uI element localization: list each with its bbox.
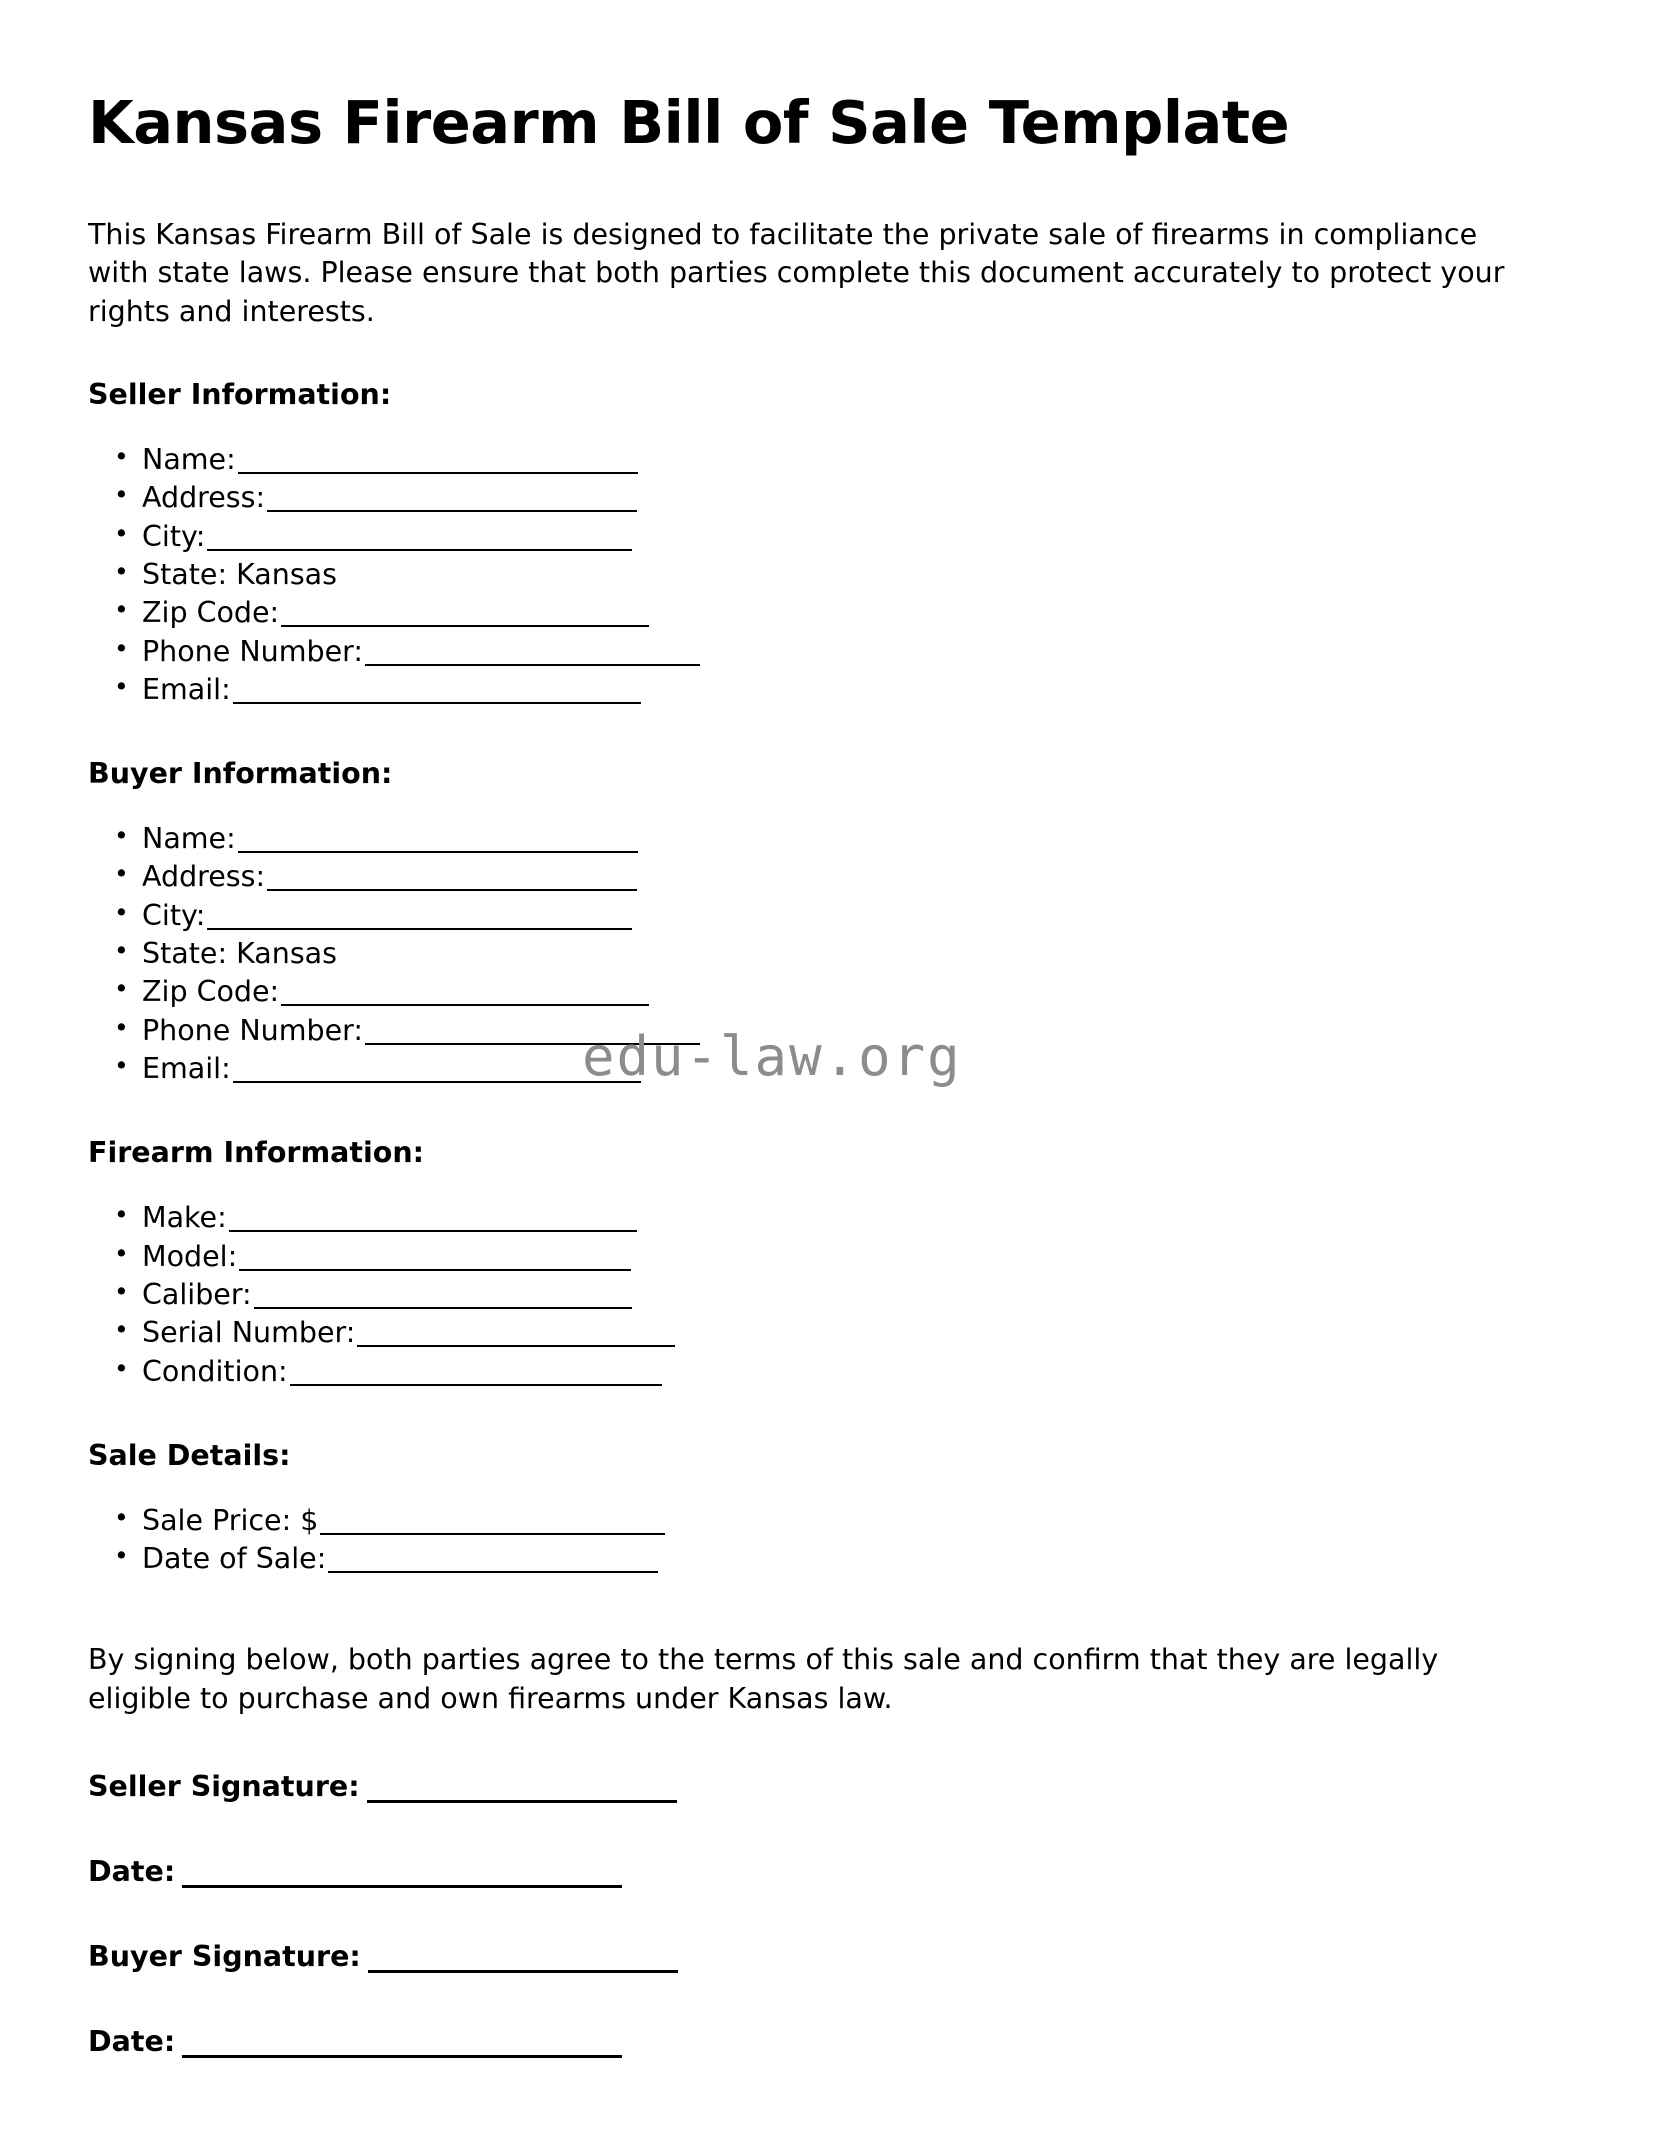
field-label: Condition:	[142, 1354, 288, 1388]
field-label: Address:	[142, 860, 266, 894]
list-item	[142, 1276, 1544, 1314]
field-label: Model:	[142, 1239, 238, 1273]
signature-label: Buyer Signature:	[88, 1940, 361, 1974]
field-value: Kansas	[227, 557, 337, 591]
closing-paragraph: By signing below, both parties agree to the terms of this sale and confirm that they are legally eligible to purchase and own firearms under Kansas law.	[88, 1642, 1439, 1715]
list-item	[142, 479, 1544, 517]
field-label: Address:	[142, 481, 266, 515]
seller-information-heading: Seller Information:	[88, 377, 392, 411]
signature-block	[88, 1770, 1544, 2058]
field-blank-line[interactable]	[357, 1345, 675, 1347]
list-item	[142, 518, 1544, 556]
field-blank-line[interactable]	[281, 625, 649, 627]
field-blank-line[interactable]	[207, 928, 632, 930]
list-item	[142, 1502, 1544, 1540]
signature-blank-line[interactable]	[182, 2055, 622, 2058]
buyer-information-section	[88, 757, 1544, 1088]
field-blank-line[interactable]	[207, 549, 632, 551]
field-blank-line[interactable]	[365, 1043, 700, 1045]
field-label: Make:	[142, 1201, 227, 1235]
page-title: Kansas Firearm Bill of Sale Template	[88, 88, 1290, 157]
field-blank-line[interactable]	[328, 1571, 658, 1573]
field-label: Email:	[142, 672, 231, 706]
signature-blank-line[interactable]	[367, 1800, 677, 1803]
watermark-text: edu-law.org	[582, 1025, 962, 1088]
field-blank-line[interactable]	[365, 664, 700, 666]
field-blank-line[interactable]	[267, 889, 637, 891]
sale-details-heading: Sale Details:	[88, 1439, 291, 1473]
signature-row	[88, 1940, 1544, 1973]
field-blank-line[interactable]	[238, 851, 638, 853]
list-item	[142, 973, 1544, 1011]
signature-label: Date:	[88, 2025, 176, 2059]
signature-row	[88, 1855, 1544, 1888]
field-blank-line[interactable]	[233, 1081, 641, 1083]
sale-details-section	[88, 1439, 1544, 1579]
list-item	[142, 1353, 1544, 1391]
signature-label: Date:	[88, 1855, 176, 1889]
sale-details-field-list	[88, 1502, 1544, 1579]
field-value: Kansas	[227, 937, 337, 971]
signature-blank-line[interactable]	[368, 1970, 678, 1973]
field-blank-line[interactable]	[254, 1307, 632, 1309]
list-item	[142, 1540, 1544, 1578]
field-blank-line[interactable]	[290, 1384, 662, 1386]
list-item	[142, 935, 1544, 973]
list-item	[142, 556, 1544, 594]
list-item	[142, 1238, 1544, 1276]
list-item	[142, 594, 1544, 632]
signature-row	[88, 2025, 1544, 2058]
field-label: Serial Number:	[142, 1316, 356, 1350]
list-item	[142, 441, 1544, 479]
seller-field-list	[88, 441, 1544, 709]
list-item	[142, 1199, 1544, 1237]
field-blank-line[interactable]	[238, 472, 638, 474]
seller-information-section	[88, 378, 1544, 709]
list-item	[142, 1012, 1544, 1050]
field-blank-line[interactable]	[320, 1533, 665, 1535]
field-label: City:	[142, 519, 206, 553]
field-blank-line[interactable]	[233, 702, 641, 704]
field-blank-line[interactable]	[229, 1230, 637, 1232]
field-label: City:	[142, 898, 206, 932]
field-label: Phone Number:	[142, 1013, 363, 1047]
field-label: Name:	[142, 442, 236, 476]
field-label: State:	[142, 557, 228, 591]
field-label: Caliber:	[142, 1278, 252, 1312]
signature-row	[88, 1770, 1544, 1803]
list-item	[142, 858, 1544, 896]
field-label: Zip Code:	[142, 975, 280, 1009]
field-label: State:	[142, 937, 228, 971]
field-blank-line[interactable]	[267, 510, 637, 512]
intro-paragraph: This Kansas Firearm Bill of Sale is designed to facilitate the private sale of firearms in compliance with state laws. Please ensure that both parties complete this document accurately to protect your rights and interests.	[88, 217, 1505, 329]
field-blank-line[interactable]	[239, 1269, 631, 1271]
signature-blank-line[interactable]	[182, 1885, 622, 1888]
signature-label: Seller Signature:	[88, 1770, 360, 1804]
buyer-field-list	[88, 820, 1544, 1088]
field-label: Name:	[142, 822, 236, 856]
list-item	[142, 1314, 1544, 1352]
firearm-field-list	[88, 1199, 1544, 1391]
field-label: Sale Price: $	[142, 1504, 319, 1538]
list-item	[142, 1050, 1544, 1088]
firearm-information-heading: Firearm Information:	[88, 1136, 425, 1170]
field-label: Zip Code:	[142, 596, 280, 630]
firearm-information-section	[88, 1136, 1544, 1391]
field-label: Phone Number:	[142, 634, 363, 668]
list-item	[142, 671, 1544, 709]
list-item	[142, 820, 1544, 858]
buyer-information-heading: Buyer Information:	[88, 757, 393, 791]
field-blank-line[interactable]	[281, 1004, 649, 1006]
list-item	[142, 633, 1544, 671]
field-label: Email:	[142, 1052, 231, 1086]
field-label: Date of Sale:	[142, 1542, 327, 1576]
list-item	[142, 897, 1544, 935]
